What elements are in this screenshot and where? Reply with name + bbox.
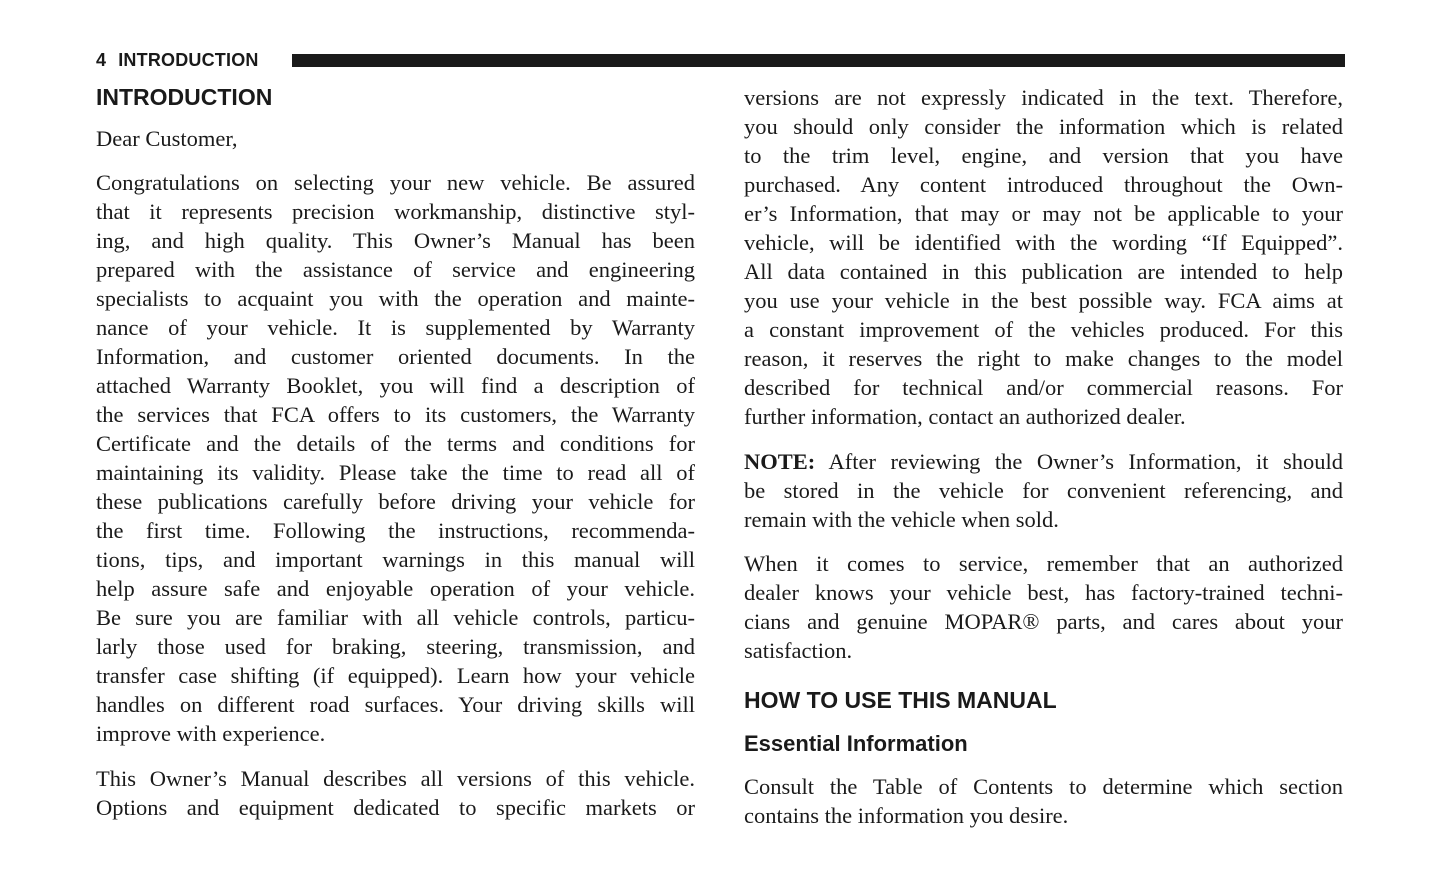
text-line: be stored in the vehicle for convenient referencing, and (744, 478, 1343, 503)
text-line: help assure safe and enjoyable operation of your vehicle. (96, 576, 695, 601)
running-header (96, 50, 259, 71)
text-line: This Owner’s Manual describes all versions of this vehicle. (96, 766, 695, 791)
text-line: to the trim level, engine, and version that you have (744, 143, 1343, 168)
text-line: you should only consider the information which is related (744, 114, 1343, 139)
paragraph-consult (744, 772, 1343, 830)
text-line: Dear Customer, (96, 126, 238, 151)
text-line: handles on different road surfaces. Your driving skills will (96, 692, 695, 717)
paragraph-service (744, 549, 1343, 665)
text-line: improve with experience. (96, 721, 326, 746)
header-rule (292, 54, 1345, 67)
section-title: INTRODUCTION (118, 50, 259, 70)
note-paragraph (744, 447, 1343, 534)
text-line: larly those used for braking, steering, transmission, and (96, 634, 695, 659)
text-line: the first time. Following the instructions, recommenda- (96, 518, 695, 543)
text-line: contains the information you desire. (744, 803, 1069, 828)
text-line: maintaining its validity. Please take the time to read all of (96, 460, 695, 485)
text-line: that it represents precision workmanship, distinctive styl- (96, 199, 695, 224)
salutation (96, 124, 695, 153)
text-line: transfer case shifting (if equipped). Learn how your vehicle (96, 663, 695, 688)
heading-introduction: INTRODUCTION (96, 84, 273, 110)
text-line: Certificate and the details of the terms and conditions for (96, 431, 695, 456)
text-line: dealer knows your vehicle best, has factory-trained techni- (744, 580, 1343, 605)
text-line: described for technical and/or commercial reasons. For (744, 375, 1343, 400)
text-line: All data contained in this publication are intended to help (744, 259, 1343, 284)
text-line: er’s Information, that may or may not be applicable to your (744, 201, 1343, 226)
text-line: further information, contact an authorized dealer. (744, 404, 1186, 429)
paragraph-congratulations (96, 168, 695, 748)
text-line: Options and equipment dedicated to specific markets or (96, 795, 695, 820)
text-line: tions, tips, and important warnings in this manual will (96, 547, 695, 572)
note-label: NOTE: (744, 449, 816, 474)
text-line: satisfaction. (744, 638, 853, 663)
text-line: attached Warranty Booklet, you will find a description of (96, 373, 695, 398)
text-line: When it comes to service, remember that an authorized (744, 551, 1343, 576)
text-line: nance of your vehicle. It is supplemented by Warranty (96, 315, 695, 340)
paragraph-versions-cont (744, 83, 1343, 431)
text-line: NOTE: After reviewing the Owner’s Information, it should (744, 449, 1343, 474)
text-line: Be sure you are familiar with all vehicle controls, particu- (96, 605, 695, 630)
text-line: ing, and high quality. This Owner’s Manual has been (96, 228, 695, 253)
text-line: prepared with the assistance of service and engineering (96, 257, 695, 282)
heading-how-to-use: HOW TO USE THIS MANUAL (744, 687, 1057, 713)
text-line: Information, and customer oriented documents. In the (96, 344, 695, 369)
text-line: vehicle, will be identified with the wording “If Equipped”. (744, 230, 1343, 255)
text-line: purchased. Any content introduced throughout the Own- (744, 172, 1343, 197)
text-line: you use your vehicle in the best possible way. FCA aims at (744, 288, 1343, 313)
subheading-essential-information: Essential Information (744, 731, 968, 756)
text-line: these publications carefully before driving your vehicle for (96, 489, 695, 514)
paragraph-versions (96, 764, 695, 822)
text-line: versions are not expressly indicated in the text. Therefore, (744, 85, 1343, 110)
text-line: Consult the Table of Contents to determine which section (744, 774, 1343, 799)
text-line: the services that FCA offers to its customers, the Warranty (96, 402, 695, 427)
text-line: cians and genuine MOPAR® parts, and cares about your (744, 609, 1343, 634)
text-line: a constant improvement of the vehicles produced. For this (744, 317, 1343, 342)
text-line: remain with the vehicle when sold. (744, 507, 1059, 532)
text-line: reason, it reserves the right to make changes to the model (744, 346, 1343, 371)
text-line: specialists to acquaint you with the operation and mainte- (96, 286, 695, 311)
page-number: 4 (96, 50, 107, 70)
text-line: Congratulations on selecting your new vehicle. Be assured (96, 170, 695, 195)
